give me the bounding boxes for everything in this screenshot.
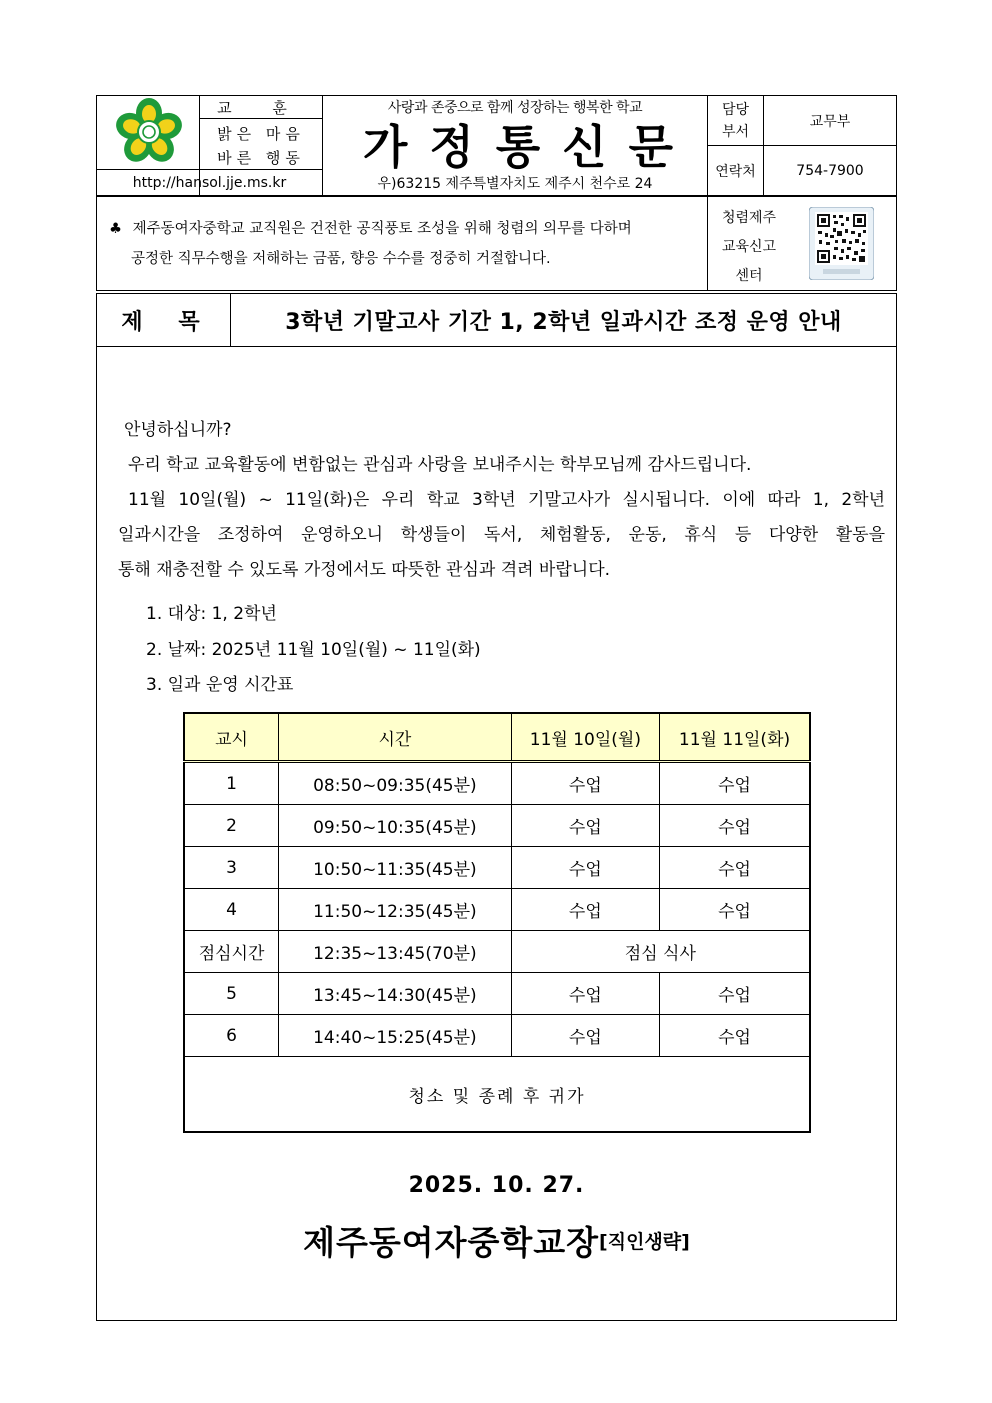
schedule-table <box>183 712 811 1133</box>
subject-label: 제 목 <box>121 309 214 335</box>
subject-text: 3학년 기말고사 기간 1, 2학년 일과시간 조정 운영 안내 <box>285 309 842 335</box>
time-cell: 10:50~11:35(45분) <box>279 847 512 889</box>
item-schedule: 3. 일과 운영 시간표 <box>146 675 294 695</box>
paragraph-1: 우리 학교 교육활동에 변함없는 관심과 사랑을 보내주시는 학부모님께 감사드립니다. <box>128 455 752 475</box>
header-time: 시간 <box>279 713 512 762</box>
time-cell: 13:45~14:30(45분) <box>279 973 512 1015</box>
day-2-cell: 수업 <box>660 973 810 1015</box>
header-box <box>96 95 897 291</box>
time-cell: 14:40~15:25(45분) <box>279 1015 512 1057</box>
end-note-cell: 청소 및 종례 후 귀가 <box>184 1057 810 1133</box>
item-target: 1. 대상: 1, 2학년 <box>146 604 277 624</box>
table-row <box>184 847 810 889</box>
school-slogan: 사랑과 존중으로 함께 성장하는 행복한 학교 <box>387 100 643 116</box>
day-1-cell: 수업 <box>511 1015 659 1057</box>
club-bullet-icon: ♣ <box>109 221 122 237</box>
principal-name: 제주동여자중학교장 <box>303 1222 600 1262</box>
day-2-cell: 수업 <box>660 762 810 805</box>
lunch-time-cell: 12:35~13:45(70분) <box>279 931 512 973</box>
contact-label: 연락처 <box>715 163 756 180</box>
report-center-label <box>709 204 789 291</box>
period-cell: 4 <box>184 889 279 931</box>
time-cell: 11:50~12:35(45분) <box>279 889 512 931</box>
report-center-line-2: 교육신고 <box>721 239 777 255</box>
pledge-line-2: 공정한 직무수행을 저해하는 금품, 향응 수수를 정중히 거절합니다. <box>131 251 551 267</box>
day-1-cell: 수업 <box>511 847 659 889</box>
document-title: 가정통신문 <box>362 120 696 174</box>
header-period: 교시 <box>184 713 279 762</box>
table-row <box>184 889 810 931</box>
item-date: 2. 날짜: 2025년 11월 10일(월) ~ 11일(화) <box>146 640 481 660</box>
day-1-cell: 수업 <box>511 762 659 805</box>
period-cell: 6 <box>184 1015 279 1057</box>
end-note-row <box>184 1057 810 1133</box>
seal-omitted-note: [직인생략] <box>599 1230 690 1253</box>
header-day-1: 11월 10일(월) <box>511 713 659 762</box>
paragraph-2-line-1: 11월 10일(월) ~ 11일(화)은 우리 학교 3학년 기말고사가 실시됩니다. 이에 따라 1, 2학년 <box>128 490 885 510</box>
principal-signature <box>96 1215 897 1265</box>
table-header-row <box>184 713 810 762</box>
day-2-cell: 수업 <box>660 1015 810 1057</box>
period-cell: 3 <box>184 847 279 889</box>
day-1-cell: 수업 <box>511 805 659 847</box>
day-1-cell: 수업 <box>511 889 659 931</box>
header-day-2: 11월 11일(화) <box>660 713 810 762</box>
day-2-cell: 수업 <box>660 847 810 889</box>
day-1-cell: 수업 <box>511 973 659 1015</box>
motto-line-1: 밝은 마음 <box>217 124 305 143</box>
issue-date: 2025. 10. 27. <box>408 1172 585 1198</box>
report-center-line-1: 청렴제주 <box>721 210 777 226</box>
paragraph-2-line-2: 일과시간을 조정하여 운영하오니 학생들이 독서, 체험활동, 운동, 휴식 등 다양한 활동을 <box>118 525 885 545</box>
dept-label-1: 담당 <box>721 102 750 118</box>
table-row <box>184 762 810 805</box>
motto-line-2: 바른 행동 <box>217 148 305 167</box>
period-cell: 5 <box>184 973 279 1015</box>
day-2-cell: 수업 <box>660 805 810 847</box>
school-address: 우)63215 제주특별자치도 제주시 천수로 24 <box>377 175 653 192</box>
dept-label-2: 부서 <box>721 124 750 140</box>
lunch-period-cell: 점심시간 <box>184 931 279 973</box>
dept-value: 교무부 <box>809 113 851 130</box>
greeting: 안녕하십니까? <box>124 420 232 440</box>
school-logo-icon <box>109 98 189 166</box>
contact-value: 754-7900 <box>796 162 864 179</box>
paragraph-2-line-3: 통해 재충전할 수 있도록 가정에서도 따뜻한 관심과 격려 바랍니다. <box>118 560 611 580</box>
school-website-link[interactable]: http://hansol.jje.ms.kr <box>132 174 287 191</box>
time-cell: 08:50~09:35(45분) <box>279 762 512 805</box>
lunch-note-cell: 점심 식사 <box>511 931 810 973</box>
day-2-cell: 수업 <box>660 889 810 931</box>
table-row <box>184 1015 810 1057</box>
report-center-line-3: 센터 <box>735 268 763 284</box>
period-cell: 2 <box>184 805 279 847</box>
period-cell: 1 <box>184 762 279 805</box>
qr-code-icon[interactable] <box>809 207 874 280</box>
integrity-pledge <box>109 214 699 274</box>
time-cell: 09:50~10:35(45분) <box>279 805 512 847</box>
lunch-row <box>184 931 810 973</box>
pledge-line-1: 제주동여자중학교 교직원은 건전한 공직풍토 조성을 위해 청렴의 의무를 다하며 <box>132 221 632 237</box>
table-row <box>184 973 810 1015</box>
table-row <box>184 805 810 847</box>
motto-label: 교 훈 <box>217 99 305 117</box>
